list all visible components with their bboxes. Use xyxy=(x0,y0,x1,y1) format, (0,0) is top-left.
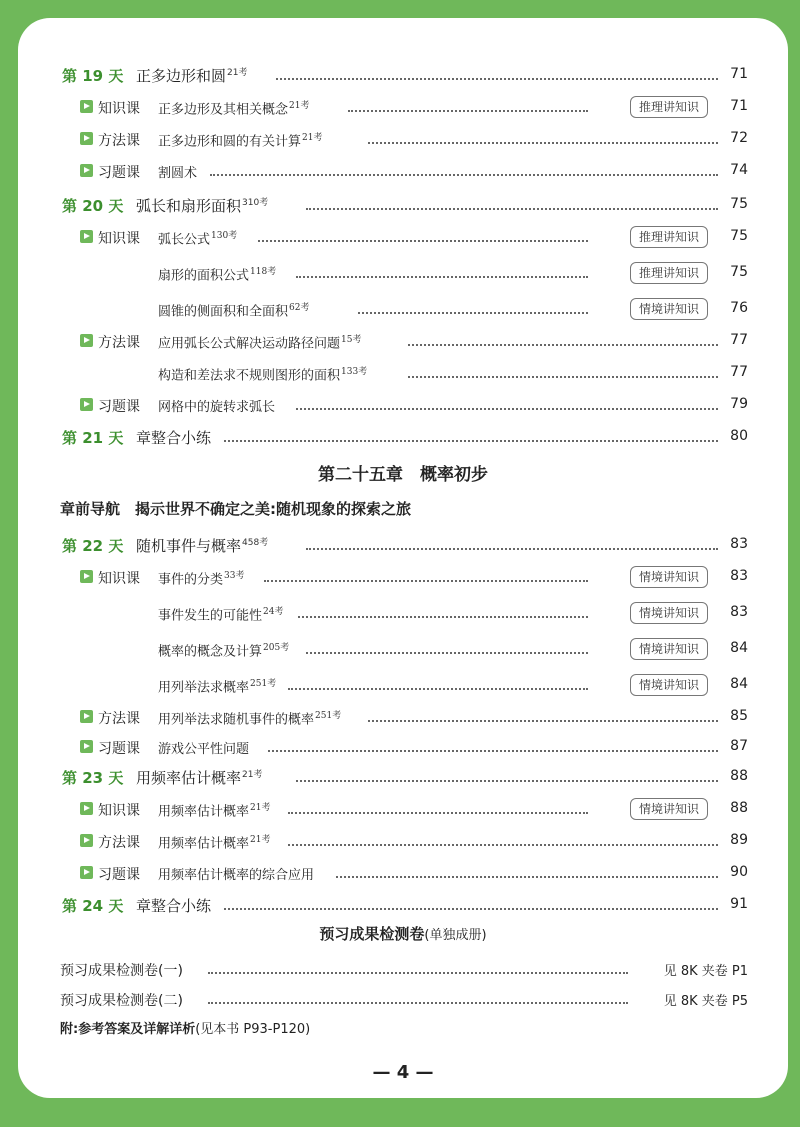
page-number: 83 xyxy=(730,604,748,620)
lesson-topic: 用列举法求概率$^{251考}$ xyxy=(158,679,277,696)
lesson-badge: 情境讲知识 xyxy=(630,298,708,320)
leader-dots xyxy=(296,780,718,782)
lesson-topic: 弧长公式$^{130考}$ xyxy=(158,231,238,248)
play-icon xyxy=(80,100,93,113)
day-row[interactable] xyxy=(18,534,788,560)
lesson-row[interactable] xyxy=(18,798,788,824)
play-icon xyxy=(80,132,93,145)
lesson-type: 方法课 xyxy=(98,835,140,851)
day-title: 正多边形和圆$^{21考}$ xyxy=(136,67,248,85)
leader-dots xyxy=(306,548,718,550)
leader-dots xyxy=(258,240,588,242)
lesson-topic: 正多边形及其相关概念$^{21考}$ xyxy=(158,101,310,118)
lesson-row[interactable] xyxy=(18,394,788,420)
exam-count: 310考 xyxy=(242,198,269,208)
page-number: 77 xyxy=(730,364,748,380)
exam-count: 21考 xyxy=(227,68,248,78)
leader-dots xyxy=(296,408,718,410)
leader-dots xyxy=(264,580,588,582)
lesson-type: 知识课 xyxy=(98,571,140,587)
lesson-type: 方法课 xyxy=(98,133,140,149)
play-icon xyxy=(80,834,93,847)
play-icon xyxy=(80,398,93,411)
lesson-topic: 事件发生的可能性$^{24考}$ xyxy=(158,607,284,624)
lesson-row[interactable] xyxy=(18,160,788,186)
page-number: 83 xyxy=(730,536,748,552)
page-number: 76 xyxy=(730,300,748,316)
test-reference: 见 8K 夹卷 P5 xyxy=(663,994,748,1009)
lesson-badge: 推理讲知识 xyxy=(630,96,708,118)
page-number: 88 xyxy=(730,800,748,816)
lesson-topic: 用列举法求随机事件的概率$^{251考}$ xyxy=(158,711,342,728)
day-label: 第 20 天 xyxy=(62,197,124,215)
exam-count: 133考 xyxy=(341,367,368,377)
lesson-topic: 构造和差法求不规则图形的面积$^{133考}$ xyxy=(158,367,368,384)
page-number: 85 xyxy=(730,708,748,724)
play-icon xyxy=(80,710,93,723)
page-number: 90 xyxy=(730,864,748,880)
leader-dots xyxy=(288,812,588,814)
lesson-row[interactable] xyxy=(18,566,788,592)
page-number: 88 xyxy=(730,768,748,784)
exam-count: 118考 xyxy=(250,267,277,277)
page-number: 75 xyxy=(730,228,748,244)
play-icon xyxy=(80,230,93,243)
lesson-topic: 圆锥的侧面积和全面积$^{62考}$ xyxy=(158,303,310,320)
leader-dots xyxy=(298,616,588,618)
page-footer: — 4 — xyxy=(372,1062,434,1083)
chapter-intro[interactable]: 章前导航 揭示世界不确定之美:随机现象的探索之旅 xyxy=(60,500,412,518)
leader-dots xyxy=(210,174,718,176)
lesson-topic: 应用弧长公式解决运动路径问题$^{15考}$ xyxy=(158,335,362,352)
day-title: 章整合小练 xyxy=(136,429,212,447)
lesson-type: 知识课 xyxy=(98,803,140,819)
exam-count: 251考 xyxy=(315,711,342,721)
lesson-row[interactable] xyxy=(18,330,788,356)
lesson-topic: 扇形的面积公式$^{118考}$ xyxy=(158,267,277,284)
day-row[interactable] xyxy=(18,894,788,920)
leader-dots xyxy=(358,312,588,314)
test-label: 预习成果检测卷(二) xyxy=(60,993,183,1009)
lesson-badge: 情境讲知识 xyxy=(630,566,708,588)
lesson-badge: 推理讲知识 xyxy=(630,262,708,284)
lesson-row[interactable] xyxy=(18,674,788,700)
exam-count: 24考 xyxy=(263,607,284,617)
lesson-row[interactable] xyxy=(18,262,788,288)
lesson-type: 知识课 xyxy=(98,231,140,247)
lesson-badge: 情境讲知识 xyxy=(630,602,708,624)
lesson-topic: 用频率估计概率的综合应用 xyxy=(158,868,315,883)
day-row[interactable] xyxy=(18,194,788,220)
day-label: 第 23 天 xyxy=(62,769,124,787)
lesson-badge: 情境讲知识 xyxy=(630,674,708,696)
lesson-row[interactable] xyxy=(18,298,788,324)
exam-count: 33考 xyxy=(224,571,245,581)
lesson-row[interactable] xyxy=(18,736,788,762)
page-number: 75 xyxy=(730,264,748,280)
exam-count: 15考 xyxy=(341,335,362,345)
play-icon xyxy=(80,164,93,177)
exam-count: 251考 xyxy=(250,679,277,689)
lesson-type: 习题课 xyxy=(98,165,140,181)
day-row[interactable] xyxy=(18,64,788,90)
toc-page xyxy=(18,18,788,1098)
page-number: 75 xyxy=(730,196,748,212)
lesson-type: 知识课 xyxy=(98,101,140,117)
exam-count: 21考 xyxy=(302,133,323,143)
lesson-type: 习题课 xyxy=(98,399,140,415)
lesson-topic: 正多边形和圆的有关计算$^{21考}$ xyxy=(158,133,323,150)
test-row[interactable] xyxy=(18,988,788,1014)
page-number: 72 xyxy=(730,130,748,146)
page-number: 84 xyxy=(730,640,748,656)
lesson-topic: 网格中的旋转求弧长 xyxy=(158,400,276,415)
page-number: 71 xyxy=(730,98,748,114)
exam-count: 62考 xyxy=(289,303,310,313)
leader-dots xyxy=(288,688,588,690)
test-label: 预习成果检测卷(一) xyxy=(60,963,183,979)
lesson-topic: 概率的概念及计算$^{205考}$ xyxy=(158,643,290,660)
leader-dots xyxy=(408,376,718,378)
day-label: 第 21 天 xyxy=(62,429,124,447)
play-icon xyxy=(80,802,93,815)
lesson-row[interactable] xyxy=(18,830,788,856)
page-number: 80 xyxy=(730,428,748,444)
day-title: 章整合小练 xyxy=(136,897,212,915)
exam-count: 130考 xyxy=(211,231,238,241)
play-icon xyxy=(80,570,93,583)
leader-dots xyxy=(368,142,718,144)
lesson-topic: 用频率估计概率$^{21考}$ xyxy=(158,835,271,852)
leader-dots xyxy=(268,750,718,752)
page-number: 87 xyxy=(730,738,748,754)
leader-dots xyxy=(208,972,628,974)
leader-dots xyxy=(224,440,718,442)
day-row[interactable] xyxy=(18,766,788,792)
leader-dots xyxy=(306,208,718,210)
lesson-topic: 用频率估计概率$^{21考}$ xyxy=(158,803,271,820)
day-title: 用频率估计概率$^{21考}$ xyxy=(136,769,263,787)
exam-count: 458考 xyxy=(242,538,269,548)
chapter-title: 第二十五章 概率初步 xyxy=(318,465,488,485)
lesson-type: 方法课 xyxy=(98,711,140,727)
day-label: 第 22 天 xyxy=(62,537,124,555)
leader-dots xyxy=(348,110,588,112)
day-label: 第 19 天 xyxy=(62,67,124,85)
lesson-row[interactable] xyxy=(18,96,788,122)
leader-dots xyxy=(306,652,588,654)
tests-section-title: 预习成果检测卷(单独成册) xyxy=(319,925,487,943)
play-icon xyxy=(80,334,93,347)
lesson-row[interactable] xyxy=(18,638,788,664)
page-number: 77 xyxy=(730,332,748,348)
lesson-row[interactable] xyxy=(18,706,788,732)
day-title: 随机事件与概率$^{458考}$ xyxy=(136,537,269,555)
lesson-type: 习题课 xyxy=(98,741,140,757)
lesson-topic: 事件的分类$^{33考}$ xyxy=(158,571,245,588)
page-number: 79 xyxy=(730,396,748,412)
leader-dots xyxy=(288,844,718,846)
lesson-topic: 游戏公平性问题 xyxy=(158,742,250,757)
leader-dots xyxy=(208,1002,628,1004)
lesson-badge: 情境讲知识 xyxy=(630,638,708,660)
page-number: 91 xyxy=(730,896,748,912)
lesson-row[interactable] xyxy=(18,862,788,888)
day-label: 第 24 天 xyxy=(62,897,124,915)
lesson-type: 习题课 xyxy=(98,867,140,883)
lesson-topic: 割圆术 xyxy=(158,166,198,181)
exam-count: 21考 xyxy=(250,803,271,813)
exam-count: 21考 xyxy=(250,835,271,845)
day-row[interactable] xyxy=(18,426,788,452)
exam-count: 205考 xyxy=(263,643,290,653)
page-number: 83 xyxy=(730,568,748,584)
day-title: 弧长和扇形面积$^{310考}$ xyxy=(136,197,269,215)
page-number: 89 xyxy=(730,832,748,848)
leader-dots xyxy=(296,276,588,278)
lesson-badge: 推理讲知识 xyxy=(630,226,708,248)
leader-dots xyxy=(224,908,718,910)
play-icon xyxy=(80,866,93,879)
appendix-note: 附:参考答案及详解详析(见本书 P93-P120) xyxy=(60,1022,311,1037)
play-icon xyxy=(80,740,93,753)
leader-dots xyxy=(368,720,718,722)
page-number: 84 xyxy=(730,676,748,692)
test-row[interactable] xyxy=(18,958,788,984)
lesson-row[interactable] xyxy=(18,362,788,388)
lesson-badge: 情境讲知识 xyxy=(630,798,708,820)
exam-count: 21考 xyxy=(242,770,263,780)
lesson-row[interactable] xyxy=(18,602,788,628)
lesson-type: 方法课 xyxy=(98,335,140,351)
lesson-row[interactable] xyxy=(18,128,788,154)
test-reference: 见 8K 夹卷 P1 xyxy=(663,964,748,979)
page-number: 74 xyxy=(730,162,748,178)
exam-count: 21考 xyxy=(289,101,310,111)
leader-dots xyxy=(408,344,718,346)
page-number: 71 xyxy=(730,66,748,82)
leader-dots xyxy=(276,78,718,80)
lesson-row[interactable] xyxy=(18,226,788,252)
leader-dots xyxy=(336,876,718,878)
